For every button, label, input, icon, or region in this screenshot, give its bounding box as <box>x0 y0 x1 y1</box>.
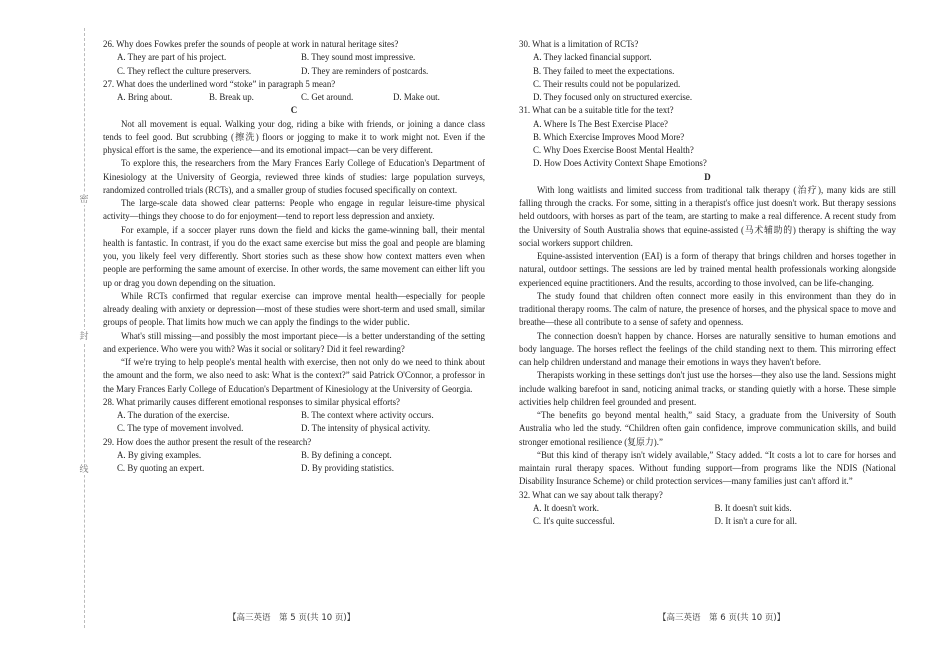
passage-paragraph: While RCTs confirmed that regular exercise can improve mental health—especially for people already dealing with anxiety or depression—most of these studies were short-term and used small, similar groups of people. That limits how much we can apply the findings to the wider public. <box>103 290 485 328</box>
passage-paragraph: Therapists working in these settings don't just use the horses—they also use the land. Sessions might include walking barefoot in sand, noticing animal tracks, or standing quietly with a horse. These simple activities help children feel grounded and present. <box>519 370 896 407</box>
answer-options <box>103 51 485 78</box>
passage-paragraph: “But this kind of therapy isn't widely available,” Stacy added. “It costs a lot to care for horses and maintain rural therapy spaces. Without funding support—from programs like the NDIS (National Disability Insurance Scheme) or child protection services—many families just can't afford it.” <box>519 449 896 487</box>
answer-option: B. By defining a concept. <box>301 449 392 460</box>
answer-option: A. Bring about. <box>117 92 173 102</box>
answer-option: A. By giving examples. <box>117 449 202 460</box>
passage-paragraph: “If we're trying to help people's mental health with exercise, then not only do we need to think about the amount and the form, we also need to ask: What is the context?” said Patrick O'Connor, a professor in the Mary Frances Early College of Education's Department of Kinesiology at the University of Georgia. <box>103 357 485 394</box>
answer-option: C. The type of movement involved. <box>117 423 244 434</box>
answer-options <box>519 502 896 529</box>
answer-option: D. They are reminders of postcards. <box>301 65 429 76</box>
answer-option: B. Break up. <box>209 92 254 102</box>
passage-paragraph: To explore this, the researchers from the Mary Frances Early College of Education's Department of Kinesiology at the University of Georgia, reviewed three kinds of studies: large population surveys, randomized controlled trials (RCTs), and a smaller group of studies focused specifically on context. <box>103 158 485 195</box>
answer-option: A. It doesn't work. <box>533 502 599 513</box>
answer-option: A. They lacked financial support. <box>533 52 652 63</box>
question-stem: 30. What is a limitation of RCTs? <box>519 39 639 49</box>
section-heading: C <box>290 105 298 116</box>
passage-paragraph: The study found that children often connect more easily in this environment than they do in traditional therapy rooms. The calm of nature, the presence of horses, and the physical space to move and breathe—these all contribute to a sense of safety and openness. <box>519 290 896 328</box>
answer-option: C. Why Does Exercise Boost Mental Health? <box>533 145 694 155</box>
binding-mark-line: 线 <box>77 463 91 475</box>
passage-paragraph: With long waitlists and limited success from traditional talk therapy (治疗), many kids are still falling through the cracks. For some, sitting in a therapist's office just doesn't work. But therapy sessions held outdoors, with horses as part of the team, are starting to make a real difference. A recent study from the University of South Australia shows that equine-assisted (马术辅助的) therapy is shifting the way social workers support children. <box>519 184 896 248</box>
answer-option: D. They focused only on structured exercise. <box>533 92 693 102</box>
question-stem: 31. What can be a suitable title for the text? <box>519 105 674 116</box>
left-column <box>103 38 485 475</box>
question-stem: 32. What can we say about talk therapy? <box>519 489 663 500</box>
footer-left: 【高三英语 第 5 页(共 10 页)】 <box>228 613 356 623</box>
question-stem: 28. What primarily causes different emotional responses to similar physical efforts? <box>103 396 400 407</box>
binding-mark-seal: 密 <box>77 193 91 205</box>
question-stem: 26. Why does Fowkes prefer the sounds of people at work in natural heritage sites? <box>103 39 399 49</box>
answer-option: A. The duration of the exercise. <box>117 410 230 420</box>
answer-option: B. It doesn't suit kids. <box>714 502 792 513</box>
passage-paragraph: Equine-assisted intervention (EAI) is a form of therapy that brings children and horses together in natural, outdoor settings. The sessions are led by trained mental health professionals working alongside experienced equine practitioners. And the results, according to those involved, can be life-changing. <box>519 251 896 288</box>
passage-paragraph: For example, if a soccer player runs down the field and kicks the game-winning ball, their mental health is fantastic. In contrast, if you do the exact same exercise but miss the goal and people are blaming you, you likely feel very differently. Short stories such as these show how context matters even when people are performing the same amount of exercise. In other words, the same movement can either lift you up or drag you down depending on the situation. <box>103 224 485 288</box>
answer-options <box>103 449 485 476</box>
answer-option: C. By quoting an expert. <box>117 463 205 473</box>
right-column <box>519 38 896 528</box>
answer-options <box>103 91 485 104</box>
answer-options <box>519 51 896 104</box>
answer-option: D. How Does Activity Context Shape Emotions? <box>533 158 707 169</box>
section-heading: D <box>704 171 711 182</box>
binding-mark-seal-2: 封 <box>77 330 91 342</box>
answer-option: B. Which Exercise Improves Mood More? <box>533 131 685 142</box>
answer-options <box>103 409 485 436</box>
answer-option: C. Their results could not be popularized. <box>533 78 681 89</box>
passage-paragraph: “The benefits go beyond mental health,” said Stacy, a graduate from the University of South Australia who led the study. “Children often gain confidence, improve communication skills, and build stronger emotional resilience (复原力).” <box>519 410 896 447</box>
answer-option: B. They failed to meet the expectations. <box>533 65 675 76</box>
passage-paragraph: The connection doesn't happen by chance. Horses are naturally sensitive to human emotions and body language. The horses reflect the feelings of the child standing next to them. This mirroring effect can help children understand and manage their emotions in ways they haven't before. <box>519 330 896 367</box>
answer-option: D. Make out. <box>393 92 440 102</box>
answer-option: C. It's quite successful. <box>533 516 615 526</box>
passage-paragraph: The large-scale data showed clear patterns: People who engage in regular leisure-time physical activity—things they choose to do for enjoyment—tend to report less depression and anxiety. <box>103 198 485 222</box>
answer-option: B. They sound most impressive. <box>301 52 416 63</box>
answer-option: C. They reflect the culture preservers. <box>117 65 252 76</box>
answer-option: D. It isn't a cure for all. <box>714 516 797 526</box>
question-stem: 27. What does the underlined word “stoke” in paragraph 5 mean? <box>103 78 336 89</box>
binding-line <box>84 28 85 628</box>
answer-option: A. Where Is The Best Exercise Place? <box>533 118 668 129</box>
question-stem: 29. How does the author present the result of the research? <box>103 436 312 447</box>
passage-paragraph: Not all movement is equal. Walking your dog, riding a bike with friends, or joining a dance class tends to feel good. But scrubbing (擦洗) floors or jogging to make it to work might not. Even if the physical effort is the same, the experience—and its emotional impact—can be very different. <box>103 118 485 155</box>
answer-option: D. By providing statistics. <box>301 463 394 473</box>
footer-right: 【高三英语 第 6 页(共 10 页)】 <box>658 613 786 623</box>
answer-options <box>519 118 896 171</box>
answer-option: D. The intensity of physical activity. <box>301 423 431 434</box>
passage-paragraph: What's still missing—and possibly the most important piece—is a better understanding of the setting and experience. Who were you with? Was it social or solitary? Did it feel rewarding? <box>103 330 485 354</box>
answer-option: C. Get around. <box>301 92 354 102</box>
answer-option: A. They are part of his project. <box>117 52 227 63</box>
answer-option: B. The context where activity occurs. <box>301 410 434 420</box>
